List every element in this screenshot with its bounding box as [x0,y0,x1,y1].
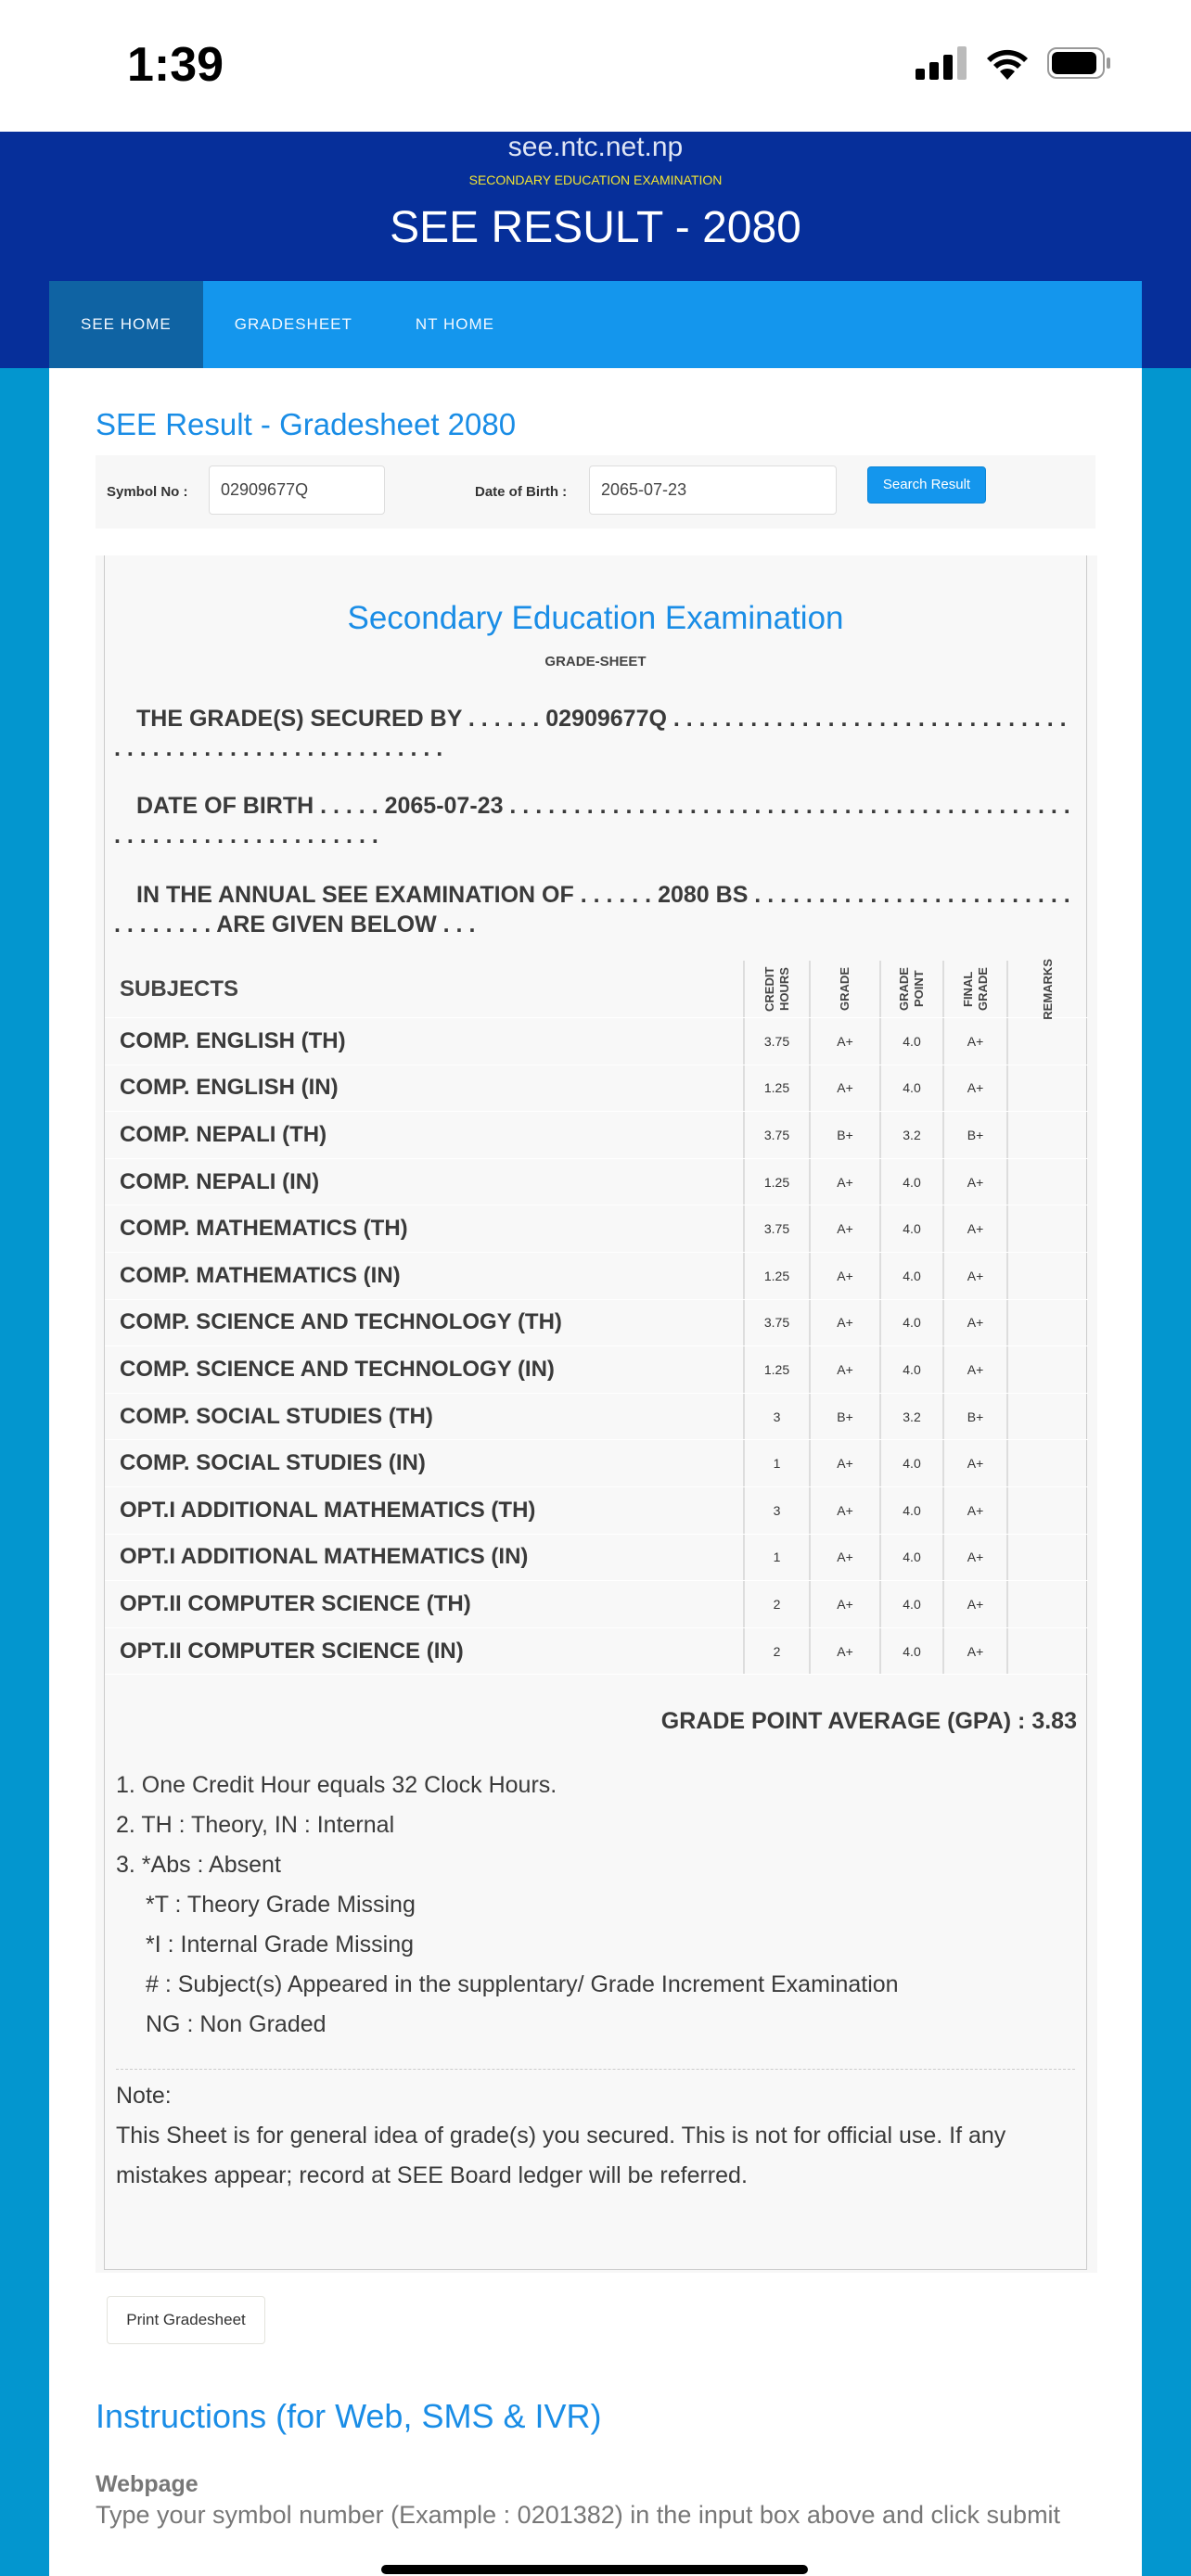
note-item: 2. TH : Theory, IN : Internal [116,1812,395,1838]
table-header [105,958,1088,1020]
cell-final-grade: A+ [942,1487,1006,1534]
table-row [105,1346,1088,1394]
header-grade [809,961,879,1017]
cell-credit-hours: 1.25 [743,1159,809,1205]
cell-grade-point: 4.0 [879,1205,942,1252]
cell-final-grade: B+ [942,1112,1006,1158]
cell-subject: COMP. MATHEMATICS (IN) [120,1262,401,1288]
gradesheet [104,555,1087,2270]
cell-grade-point: 4.0 [879,1487,942,1534]
nav-nt-home[interactable]: NT HOME [415,315,494,333]
table-row [105,1487,1088,1535]
gradesheet-container [96,555,1097,2273]
header-subject-label: SUBJECTS [120,976,239,1001]
cell-remarks [1006,1440,1088,1486]
cell-remarks [1006,1018,1088,1065]
cell-grade: A+ [809,1300,879,1346]
note-item: # : Subject(s) Appeared in the supplentary/ Grade Increment Examination [146,1971,899,1997]
cell-grade-point: 4.0 [879,1581,942,1627]
header-grade-label: GRADE [838,967,852,1011]
cell-final-grade: A+ [942,1581,1006,1627]
cell-subject: COMP. SCIENCE AND TECHNOLOGY (IN) [120,1356,555,1382]
note-item: *T : Theory Grade Missing [146,1892,416,1918]
cell-grade-point: 4.0 [879,1018,942,1065]
cell-credit-hours: 3.75 [743,1300,809,1346]
table-row [105,1300,1088,1347]
cell-grade: B+ [809,1112,879,1158]
search-form [96,455,1095,529]
cell-grade-point: 3.2 [879,1112,942,1158]
symbol-label: Symbol No : [107,484,188,500]
cell-grade-point: 4.0 [879,1440,942,1486]
divider [116,2069,1075,2070]
cell-credit-hours: 1.25 [743,1346,809,1393]
gpa: GRADE POINT AVERAGE (GPA) : 3.83 [660,1708,1077,1734]
nav-see-home[interactable]: SEE HOME [49,281,203,368]
table-row [105,1581,1088,1628]
main-nav [49,281,1142,368]
cell-grade: A+ [809,1346,879,1393]
table-row [105,1112,1088,1159]
cell-credit-hours: 3.75 [743,1205,809,1252]
cell-final-grade: A+ [942,1440,1006,1486]
cell-final-grade: A+ [942,1535,1006,1581]
cell-final-grade: A+ [942,1300,1006,1346]
cell-credit-hours: 2 [743,1581,809,1627]
cell-subject: COMP. ENGLISH (TH) [120,1027,346,1053]
note-item: 3. *Abs : Absent [116,1852,281,1878]
dob-label: Date of Birth : [475,484,568,500]
cell-final-grade: A+ [942,1065,1006,1112]
cell-credit-hours: 1 [743,1440,809,1486]
cell-grade-point: 4.0 [879,1253,942,1299]
table-row [105,1205,1088,1253]
cell-grade: A+ [809,1159,879,1205]
cell-credit-hours: 3.75 [743,1018,809,1065]
instructions-title: Instructions (for Web, SMS & IVR) [96,2397,602,2435]
cell-grade: A+ [809,1487,879,1534]
table-row [105,1159,1088,1206]
header-subtitle: SECONDARY EDUCATION EXAMINATION [468,172,723,187]
page-title: SEE Result - Gradesheet 2080 [96,407,517,441]
exam-line: IN THE ANNUAL SEE EXAMINATION OF . . . . . . 2080 BS . . . . . . . . . . . . . . . . . . . . . . . . . . . . . . . . . ARE GIVEN BELOW . . . [114,882,1070,937]
cell-final-grade: A+ [942,1205,1006,1252]
status-bar [0,0,1191,132]
dob-line: DATE OF BIRTH . . . . . 2065-07-23 . . . . . . . . . . . . . . . . . . . . . . . . . . . . . . . . . . . . . . . . . . . . . . . . . . . . . . . . . . . . . . . . . [114,793,1070,848]
legend-notes [116,1766,899,2045]
cell-grade: A+ [809,1253,879,1299]
wifi-icon [984,46,1031,80]
cell-credit-hours: 3.75 [743,1112,809,1158]
status-time: 1:39 [127,38,224,92]
cell-final-grade: A+ [942,1253,1006,1299]
table-row [105,1394,1088,1441]
cell-credit-hours: 1.25 [743,1065,809,1112]
cell-grade: A+ [809,1205,879,1252]
cell-subject: COMP. NEPALI (TH) [120,1121,327,1147]
secured-by-line: THE GRADE(S) SECURED BY . . . . . . 02909677Q . . . . . . . . . . . . . . . . . . . . . . . . . . . . . . . . . . . . . . . . . . . . . . . . . . . . . . . . . [114,706,1067,761]
table-row [105,1535,1088,1582]
search-result-button[interactable]: Search Result [867,466,986,504]
cell-grade-point: 3.2 [879,1394,942,1440]
cell-grade-point: 4.0 [879,1346,942,1393]
cell-remarks [1006,1205,1088,1252]
cell-subject: COMP. SOCIAL STUDIES (IN) [120,1450,426,1476]
battery-icon [1047,46,1112,80]
cell-remarks [1006,1628,1088,1675]
note-text: This Sheet is for general idea of grade(s) you secured. This is not for official use. If any mistakes appear; record at SEE Board ledger will be referred. [116,2123,1006,2188]
cell-remarks [1006,1487,1088,1534]
header-title: SEE RESULT - 2080 [390,203,801,252]
cell-subject: OPT.II COMPUTER SCIENCE (IN) [120,1638,464,1664]
cell-grade: A+ [809,1581,879,1627]
cell-remarks [1006,1112,1088,1158]
header-subject [105,961,743,1017]
main-content [49,368,1142,2576]
cell-grade: A+ [809,1065,879,1112]
gradesheet-subheading: GRADE-SHEET [544,654,647,670]
header-credit-hours [743,961,809,1017]
home-indicator[interactable] [381,2565,808,2574]
cell-subject: COMP. SCIENCE AND TECHNOLOGY (TH) [120,1309,562,1335]
nav-gradesheet[interactable]: GRADESHEET [234,315,352,333]
header-remarks-label: REMARKS [1041,958,1055,1020]
symbol-input[interactable]: 02909677Q [209,465,385,515]
cell-grade-point: 4.0 [879,1300,942,1346]
note-label: Note: [116,2083,172,2109]
cell-final-grade: A+ [942,1159,1006,1205]
cell-grade: A+ [809,1018,879,1065]
cell-remarks [1006,1346,1088,1393]
cell-grade-point: 4.0 [879,1159,942,1205]
cell-subject: COMP. MATHEMATICS (TH) [120,1216,408,1242]
note-item: 1. One Credit Hour equals 32 Clock Hours. [116,1772,557,1798]
cell-remarks [1006,1159,1088,1205]
table-row [105,1018,1088,1065]
cell-credit-hours: 3 [743,1394,809,1440]
cell-grade: A+ [809,1628,879,1675]
site-url: see.ntc.net.np [507,132,684,162]
table-row [105,1253,1088,1300]
cell-remarks [1006,1253,1088,1299]
cell-subject: OPT.I ADDITIONAL MATHEMATICS (IN) [120,1544,529,1570]
cell-final-grade: A+ [942,1018,1006,1065]
cell-grade-point: 4.0 [879,1535,942,1581]
cell-remarks [1006,1581,1088,1627]
table-row [105,1065,1088,1113]
cell-credit-hours: 2 [743,1628,809,1675]
cell-remarks [1006,1394,1088,1440]
cell-subject: OPT.I ADDITIONAL MATHEMATICS (TH) [120,1497,536,1523]
cell-grade: B+ [809,1394,879,1440]
cell-subject: COMP. SOCIAL STUDIES (TH) [120,1403,433,1429]
cellular-signal-icon [916,46,967,80]
header-grade-point-label: GRADE POINT [897,967,926,1011]
cell-remarks [1006,1300,1088,1346]
webpage-instruction: Type your symbol number (Example : 0201382) in the input box above and click submit [96,2501,1061,2529]
gradesheet-heading: Secondary Education Examination [347,600,844,636]
disclaimer [116,2076,1075,2196]
note-item: NG : Non Graded [146,2011,327,2037]
table-row [105,1628,1088,1676]
cell-credit-hours: 3 [743,1487,809,1534]
header-credit-hours-label: CREDIT HOURS [762,966,791,1012]
cell-subject: OPT.II COMPUTER SCIENCE (TH) [120,1590,471,1616]
cell-credit-hours: 1.25 [743,1253,809,1299]
cell-remarks [1006,1065,1088,1112]
cell-subject: COMP. ENGLISH (IN) [120,1075,339,1101]
cell-subject: COMP. NEPALI (IN) [120,1168,320,1194]
cell-grade-point: 4.0 [879,1628,942,1675]
cell-final-grade: B+ [942,1394,1006,1440]
dob-input[interactable]: 2065-07-23 [589,465,837,515]
table-row [105,1440,1088,1487]
grades-table [105,958,1088,1675]
cell-final-grade: A+ [942,1628,1006,1675]
print-gradesheet-button[interactable]: Print Gradesheet [107,2296,265,2344]
cell-final-grade: A+ [942,1346,1006,1393]
cell-remarks [1006,1535,1088,1581]
cell-credit-hours: 1 [743,1535,809,1581]
cell-grade: A+ [809,1440,879,1486]
cell-grade-point: 4.0 [879,1065,942,1112]
cell-grade: A+ [809,1535,879,1581]
header-remarks [1006,958,1088,1020]
header-grade-point [879,961,942,1017]
header-final-grade [942,961,1006,1017]
webpage-label: Webpage [96,2471,198,2497]
note-item: *I : Internal Grade Missing [146,1932,415,1958]
header-final-grade-label: FINAL GRADE [960,967,990,1011]
